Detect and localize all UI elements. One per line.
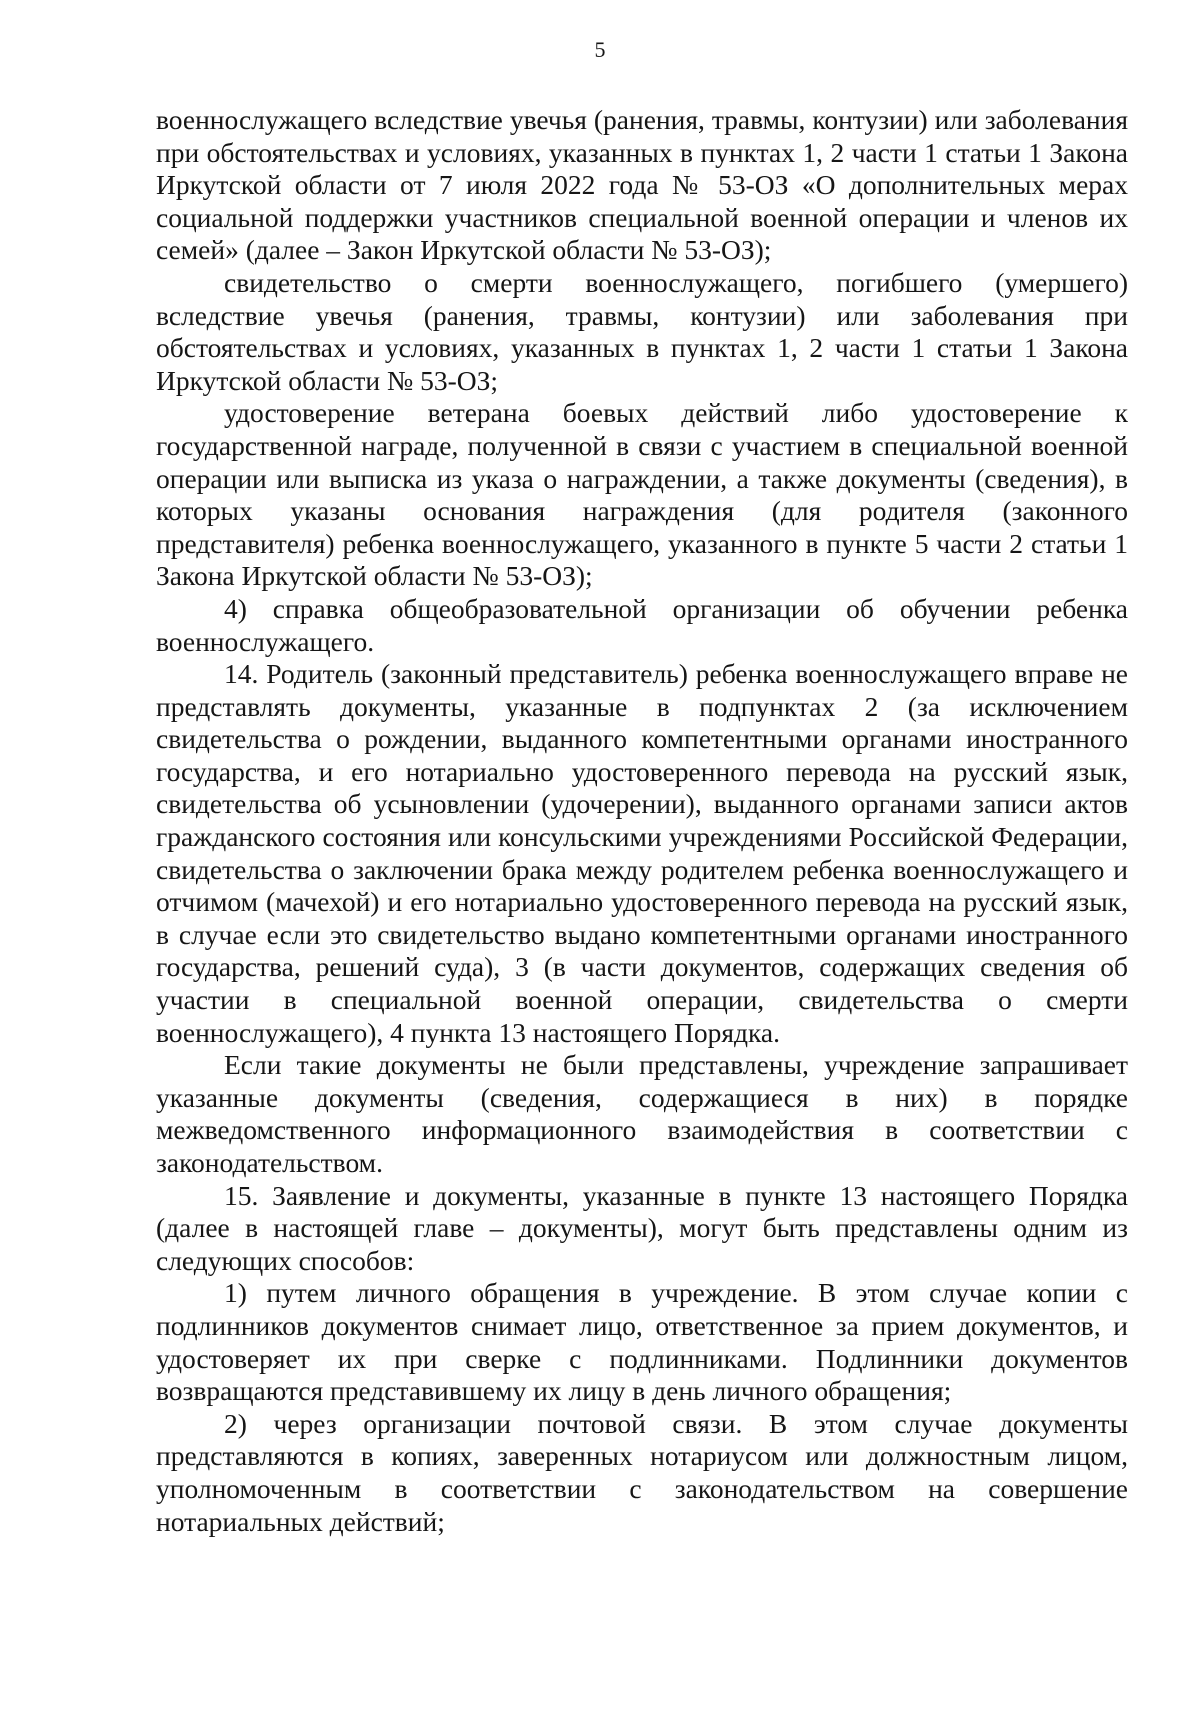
paragraph-death-certificate: свидетельство о смерти военнослужащего, погибшего (умершего) вследствие увечья (ранения, травмы, контузии) или заболевания при обстоятельствах и условиях, указанных в пунктах 1, 2 части 1 статьи 1 Закона Иркутской области № 53-ОЗ; [156, 266, 1128, 396]
paragraph-clause-15: 15. Заявление и документы, указанные в пункте 13 настоящего Порядка (далее в настоящей главе – документы), могут быть представлены одним из следующих способов: [156, 1179, 1128, 1276]
document-body [156, 104, 1128, 1538]
paragraph-continuation: военнослужащего вследствие увечья (ранения, травмы, контузии) или заболевания при обстоятельствах и условиях, указанных в пунктах 1, 2 части 1 статьи 1 Закона Иркутской области от 7 июля 2022 года № 53-ОЗ «О дополнительных мерах социальной поддержки участников специальной военной операции и членов их семей» (далее – Закон Иркутской области № 53-ОЗ); [156, 104, 1128, 266]
paragraph-interagency-request: Если такие документы не были представлены, учреждение запрашивает указанные документы (сведения, содержащиеся в них) в порядке межведомственного информационного взаимодействия в соответствии с законодательством. [156, 1049, 1128, 1178]
paragraph-method-1: 1) путем личного обращения в учреждение. В этом случае копии с подлинников документов снимает лицо, ответственное за прием документов, и удостоверяет их при сверке с подлинниками. Подлинники документов возвращаются представившему их лицу в день личного обращения; [156, 1277, 1128, 1407]
paragraph-method-2: 2) через организации почтовой связи. В этом случае документы представляются в копиях, заверенных нотариусом или должностным лицом, уполномоченным в соответствии с законодательством на совершение нотариальных действий; [156, 1407, 1128, 1537]
paragraph-veteran-certificate: удостоверение ветерана боевых действий либо удостоверение к государственной награде, полученной в связи с участием в специальной военной операции или выписка из указа о награждении, а также документы (сведения), в которых указаны основания награждения (для родителя (законного представителя) ребенка военнослужащего, указанного в пункте 5 части 2 статьи 1 Закона Иркутской области № 53-ОЗ); [156, 397, 1128, 592]
paragraph-clause-14: 14. Родитель (законный представитель) ребенка военнослужащего вправе не представлять документы, указанные в подпунктах 2 (за исключением свидетельства о рождении, выданного компетентными органами иностранного государства, и его нотариально удостоверенного перевода на русский язык, свидетельства об усыновлении (удочерении), выданного органами записи актов гражданского состояния или консульскими учреждениями Российской Федерации, свидетельства о заключении брака между родителем ребенка военнослужащего и отчимом (мачехой) и его нотариально удостоверенного перевода на русский язык, в случае если это свидетельство выдано компетентными органами иностранного государства, решений суда), 3 (в части документов, содержащих сведения об участии в специальной военной операции, свидетельства о смерти военнослужащего), 4 пункта 13 настоящего Порядка. [156, 658, 1128, 1048]
paragraph-item-4: 4) справка общеобразовательной организации об обучении ребенка военнослужащего. [156, 592, 1128, 657]
page-number: 5 [594, 37, 606, 62]
